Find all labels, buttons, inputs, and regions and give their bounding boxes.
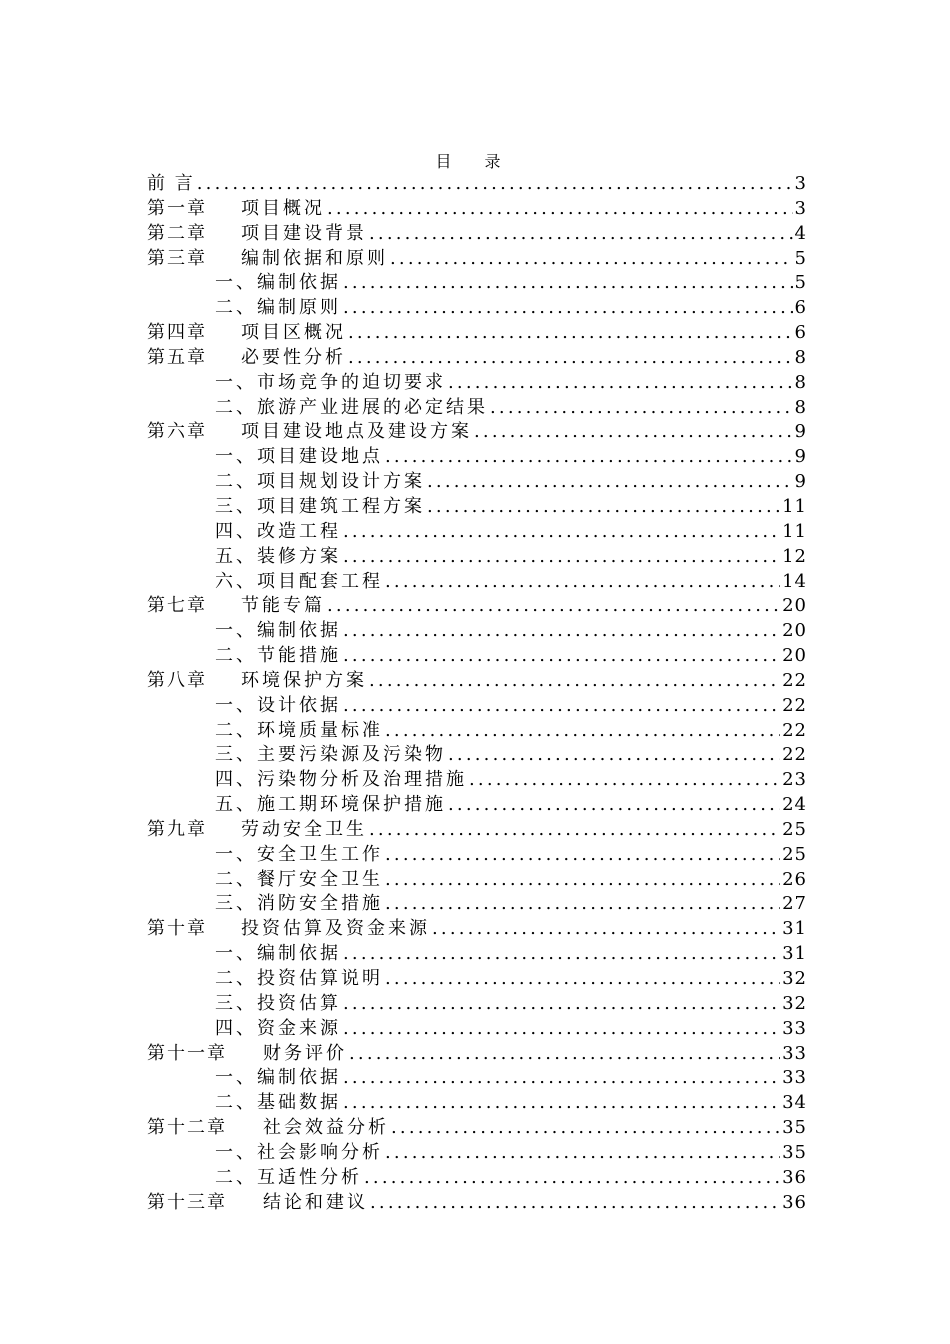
toc-entry-text: 三、消防安全措施 (215, 893, 383, 915)
toc-chapter-label: 第一章 (147, 197, 207, 219)
toc-section-entry[interactable] (147, 793, 807, 818)
toc-dot-leader (349, 1042, 780, 1066)
toc-chapter-label: 第六章 (147, 421, 207, 443)
toc-dot-leader (343, 520, 780, 544)
toc-page-number: 33 (782, 1017, 807, 1039)
toc-entry-text: 三、投资估算 (215, 992, 341, 1014)
toc-entry-text: 一、项目建设地点 (215, 446, 383, 468)
toc-dot-leader (385, 445, 793, 469)
toc-section-entry[interactable] (147, 967, 807, 992)
toc-entry-text: 六、项目配套工程 (215, 570, 383, 592)
toc-dot-leader (385, 843, 780, 867)
toc-page-number: 6 (794, 297, 807, 319)
toc-section-entry[interactable] (147, 495, 807, 520)
toc-section-entry[interactable] (147, 545, 807, 570)
toc-chapter-entry[interactable] (147, 1116, 807, 1141)
toc-dot-leader (369, 222, 793, 246)
toc-page-number: 20 (782, 645, 807, 667)
toc-entry-text: 投资估算及资金来源 (241, 918, 430, 940)
toc-page-number: 11 (782, 520, 807, 542)
toc-dot-leader (385, 719, 780, 743)
toc-dot-leader (391, 1116, 780, 1140)
toc-page-number: 9 (794, 421, 807, 443)
toc-dot-leader (490, 396, 793, 420)
toc-dot-leader (448, 743, 780, 767)
toc-chapter-label: 第十一章 (147, 1042, 227, 1064)
toc-entry-text: 项目建设背景 (241, 222, 367, 244)
toc-dot-leader (327, 594, 780, 618)
toc-section-entry[interactable] (147, 296, 807, 321)
toc-page-number: 35 (782, 1117, 807, 1139)
toc-dot-leader (390, 247, 793, 271)
toc-entry-text: 项目建设地点及建设方案 (241, 421, 472, 443)
toc-section-entry[interactable] (147, 371, 807, 396)
toc-dot-leader (385, 868, 780, 892)
toc-page-number: 4 (794, 222, 807, 244)
toc-page-number: 23 (782, 769, 807, 791)
toc-chapter-entry[interactable] (147, 594, 807, 619)
toc-chapter-entry[interactable] (147, 346, 807, 371)
toc-page-number: 36 (782, 1191, 807, 1213)
toc-chapter-entry[interactable] (147, 420, 807, 445)
toc-chapter-label: 第四章 (147, 322, 207, 344)
toc-title: 目 录 (435, 152, 515, 171)
toc-page-number: 22 (782, 719, 807, 741)
toc-page-number: 6 (794, 322, 807, 344)
toc-page-number: 24 (782, 794, 807, 816)
toc-entry-text: 二、基础数据 (215, 1092, 341, 1114)
toc-entry-text: 二、互适性分析 (215, 1166, 362, 1188)
toc-page-number: 8 (794, 396, 807, 418)
toc-entry-text: 三、主要污染源及污染物 (215, 744, 446, 766)
toc-page-number: 32 (782, 968, 807, 989)
toc-dot-leader (343, 619, 780, 643)
toc-entry-text: 编制依据和原则 (241, 247, 388, 269)
toc-chapter-entry[interactable] (147, 247, 807, 272)
toc-section-entry[interactable] (147, 1166, 807, 1191)
toc-dot-leader (343, 1091, 780, 1115)
toc-dot-leader (343, 545, 780, 569)
toc-section-entry[interactable] (147, 743, 807, 768)
toc-entry-text: 劳动安全卫生 (241, 818, 367, 840)
toc-chapter-label: 第七章 (147, 595, 207, 617)
toc-section-entry[interactable] (147, 1066, 807, 1091)
toc-dot-leader (343, 1017, 780, 1041)
toc-entry-text: 四、资金来源 (215, 1017, 341, 1039)
toc-section-entry[interactable] (147, 1091, 807, 1116)
toc-section-entry[interactable] (147, 520, 807, 545)
toc-page-number: 14 (782, 570, 807, 592)
toc-chapter-entry[interactable] (147, 818, 807, 843)
toc-section-entry[interactable] (147, 843, 807, 868)
toc-chapter-entry[interactable] (147, 222, 807, 247)
toc-entry-text: 五、施工期环境保护措施 (215, 794, 446, 816)
toc-entry-text: 一、编制依据 (215, 1067, 341, 1089)
toc-section-entry[interactable] (147, 942, 807, 967)
toc-chapter-label: 第八章 (147, 669, 207, 691)
toc-dot-leader (343, 694, 780, 718)
toc-dot-leader (327, 197, 793, 221)
toc-entry-text: 四、污染物分析及治理措施 (215, 769, 467, 791)
toc-dot-leader (348, 346, 793, 370)
toc-page-number: 33 (782, 1067, 807, 1089)
toc-dot-leader (343, 644, 780, 668)
toc-entry-text: 二、项目规划设计方案 (215, 471, 425, 493)
toc-section-entry[interactable] (147, 445, 807, 470)
toc-chapter-entry[interactable] (147, 321, 807, 346)
toc-dot-leader (427, 495, 780, 519)
toc-page-number: 5 (794, 272, 807, 294)
toc-dot-leader (448, 371, 793, 395)
toc-entry-text: 项目区概况 (241, 322, 346, 344)
toc-entry-text: 社会效益分析 (263, 1117, 389, 1139)
toc-chapter-entry[interactable] (147, 669, 807, 694)
toc-section-entry[interactable] (147, 271, 807, 296)
toc-section-entry[interactable] (147, 396, 807, 421)
toc-chapter-label: 第十二章 (147, 1117, 227, 1139)
toc-entry-text: 二、节能措施 (215, 645, 341, 667)
toc-page-number: 22 (782, 744, 807, 766)
toc-entry-text: 项目概况 (241, 197, 325, 219)
toc-section-entry[interactable] (147, 644, 807, 669)
toc-dot-leader (343, 942, 780, 966)
toc-page-number: 26 (782, 868, 807, 890)
toc-dot-leader (343, 1066, 780, 1090)
toc-chapter-label: 前 言 (147, 173, 195, 194)
toc-page-number: 8 (794, 371, 807, 393)
toc-dot-leader (343, 992, 780, 1016)
toc-entry-text: 一、编制依据 (215, 272, 341, 294)
toc-chapter-entry[interactable] (147, 917, 807, 942)
toc-entry-text: 一、安全卫生工作 (215, 843, 383, 865)
toc-dot-leader (385, 1141, 780, 1165)
toc-page-number: 3 (794, 173, 807, 194)
toc-dot-leader (370, 1191, 780, 1215)
toc-entry-text: 一、社会影响分析 (215, 1141, 383, 1163)
toc-page-number: 9 (794, 471, 807, 493)
toc-page-number: 36 (782, 1166, 807, 1188)
toc-page-number: 25 (782, 818, 807, 840)
toc-entry-text: 必要性分析 (241, 346, 346, 368)
toc-section-entry[interactable] (147, 768, 807, 793)
toc-entry-text: 环境保护方案 (241, 669, 367, 691)
toc-dot-leader (385, 967, 780, 991)
toc-page-number: 27 (782, 893, 807, 915)
table-of-contents (147, 172, 807, 1215)
toc-entry-text: 二、编制原则 (215, 297, 341, 319)
toc-dot-leader (474, 420, 793, 444)
toc-page-number: 25 (782, 843, 807, 865)
toc-page-number: 34 (782, 1092, 807, 1114)
toc-page-number: 32 (782, 992, 807, 1014)
toc-chapter-entry[interactable] (147, 1042, 807, 1067)
toc-page-number: 22 (782, 669, 807, 691)
toc-entry-text: 一、设计依据 (215, 694, 341, 716)
toc-chapter-entry[interactable] (147, 1191, 807, 1216)
toc-page-number: 35 (782, 1141, 807, 1163)
toc-dot-leader (369, 669, 780, 693)
toc-entry-text: 二、旅游产业进展的必定结果 (215, 396, 488, 418)
toc-section-entry[interactable] (147, 694, 807, 719)
toc-dot-leader (369, 818, 780, 842)
toc-entry-text: 三、项目建筑工程方案 (215, 495, 425, 517)
toc-section-entry[interactable] (147, 619, 807, 644)
toc-section-entry[interactable] (147, 868, 807, 893)
toc-entry-text: 五、装修方案 (215, 545, 341, 567)
toc-page-number: 3 (794, 197, 807, 219)
toc-section-entry[interactable] (147, 719, 807, 744)
toc-page-number: 9 (794, 446, 807, 468)
toc-entry-text: 结论和建议 (263, 1191, 368, 1213)
toc-entry-text: 一、市场竞争的迫切要求 (215, 371, 446, 393)
toc-dot-leader (469, 768, 780, 792)
toc-chapter-entry[interactable] (147, 172, 807, 197)
toc-section-entry[interactable] (147, 992, 807, 1017)
toc-chapter-label: 第三章 (147, 247, 207, 269)
toc-chapter-label: 第十章 (147, 918, 207, 940)
toc-page-number: 20 (782, 620, 807, 642)
toc-dot-leader (432, 917, 780, 941)
toc-dot-leader (197, 172, 793, 196)
toc-entry-text: 一、编制依据 (215, 943, 341, 965)
toc-dot-leader (364, 1166, 780, 1190)
toc-chapter-label: 第九章 (147, 818, 207, 840)
toc-entry-text: 二、环境质量标准 (215, 719, 383, 741)
toc-entry-text: 一、编制依据 (215, 620, 341, 642)
toc-section-entry[interactable] (147, 1017, 807, 1042)
toc-chapter-label: 第二章 (147, 222, 207, 244)
toc-page-number: 22 (782, 694, 807, 716)
toc-entry-text: 四、改造工程 (215, 520, 341, 542)
toc-dot-leader (448, 793, 780, 817)
toc-section-entry[interactable] (147, 892, 807, 917)
toc-dot-leader (348, 321, 793, 345)
toc-page-number: 8 (794, 346, 807, 368)
toc-page-number: 31 (782, 918, 807, 940)
toc-page-number: 5 (794, 247, 807, 269)
toc-page-number: 33 (782, 1042, 807, 1064)
toc-dot-leader (385, 570, 780, 594)
toc-section-entry[interactable] (147, 1141, 807, 1166)
toc-chapter-label: 第十三章 (147, 1191, 227, 1213)
toc-page-number: 11 (782, 495, 807, 517)
toc-dot-leader (427, 470, 793, 494)
toc-entry-text: 节能专篇 (241, 595, 325, 617)
toc-page-number: 20 (782, 595, 807, 617)
toc-section-entry[interactable] (147, 470, 807, 495)
toc-entry-text: 二、餐厅安全卫生 (215, 868, 383, 890)
toc-dot-leader (385, 892, 780, 916)
toc-page-number: 31 (782, 943, 807, 965)
toc-dot-leader (343, 271, 793, 295)
toc-page-number: 12 (782, 545, 807, 567)
toc-dot-leader (343, 296, 793, 320)
toc-section-entry[interactable] (147, 570, 807, 595)
toc-entry-text: 财务评价 (263, 1042, 347, 1064)
toc-chapter-entry[interactable] (147, 197, 807, 222)
toc-entry-text: 二、投资估算说明 (215, 968, 383, 989)
toc-chapter-label: 第五章 (147, 346, 207, 368)
